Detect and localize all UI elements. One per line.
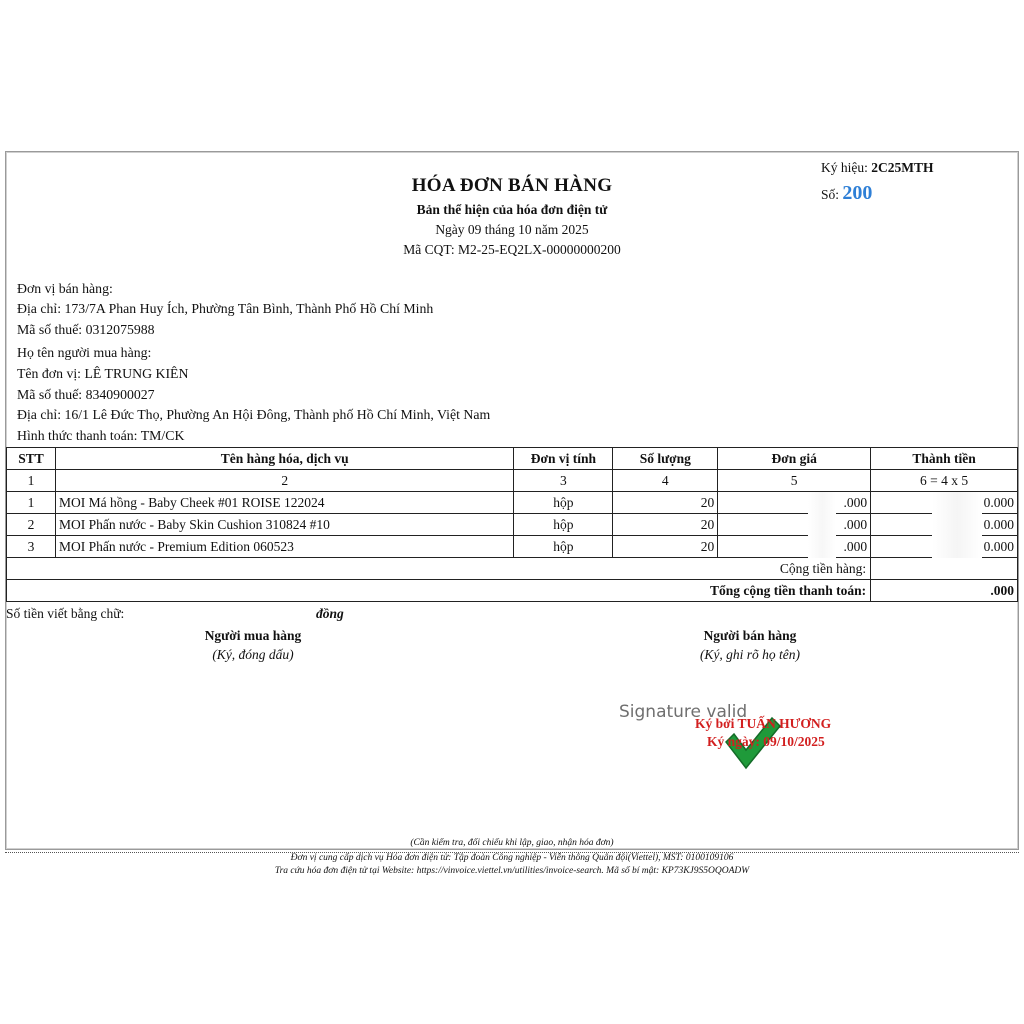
- cqt-code: Mã CQT: M2-25-EQ2LX-00000000200: [403, 242, 621, 257]
- row-unit: hộp: [514, 514, 613, 536]
- seller-signature-title: Người bán hàng: [703, 628, 797, 643]
- provider-info: Đơn vị cung cấp dịch vụ Hóa đơn điện tử: Tập đoàn Công nghiệp - Viễn thông Quân đội(Viettel), MST: 0100109106: [290, 853, 734, 863]
- amount-in-words: [6, 606, 344, 622]
- buyer-tax-code: Mã số thuế: 8340900027: [17, 387, 155, 402]
- seller-address: Địa chỉ: 173/7A Phan Huy Ích, Phường Tân Bình, Thành Phố Hồ Chí Minh: [17, 301, 434, 316]
- invoice-symbol: [821, 160, 934, 176]
- seller-label: Đơn vị bán hàng:: [17, 281, 113, 296]
- subtotal-label: Cộng tiền hàng:: [7, 558, 871, 580]
- table-row: [7, 536, 1018, 558]
- row-unit: hộp: [514, 492, 613, 514]
- subtotal-row: [7, 558, 1018, 580]
- signed-date: Ký ngày: 09/10/2025: [707, 734, 825, 749]
- invoice-title: HÓA ĐƠN BÁN HÀNG: [411, 175, 613, 196]
- total-row: [7, 580, 1018, 602]
- buyer-name-label: Họ tên người mua hàng:: [17, 345, 152, 360]
- row-name: MOI Phấn nước - Baby Skin Cushion 310824 #10: [55, 514, 513, 536]
- row-amount: 0.000: [871, 536, 1018, 558]
- table-index-row: [7, 470, 1018, 492]
- row-name: MOI Phấn nước - Premium Edition 060523: [55, 536, 513, 558]
- buyer-unit: Tên đơn vị: LÊ TRUNG KIÊN: [17, 366, 189, 381]
- signed-by: Ký bởi TUẤN HƯƠNG: [695, 716, 832, 731]
- header-stt: STT: [7, 448, 56, 470]
- row-amount: 0.000: [871, 492, 1018, 514]
- redaction-mask: [932, 492, 982, 558]
- table-header-row: [7, 448, 1018, 470]
- lookup-info: Tra cứu hóa đơn điện tử tại Website: https://vinvoice.viettel.vn/utilities/invoice-search. Mã số bí mật: KP73KJ9S5OQOADW: [274, 866, 750, 876]
- header-amount: Thành tiền: [871, 448, 1018, 470]
- amount-words-label: Số tiền viết bằng chữ:: [6, 606, 125, 621]
- invoice-number: [821, 182, 872, 205]
- row-price: .000: [718, 514, 871, 536]
- header-unit: Đơn vị tính: [514, 448, 613, 470]
- index-cell: 2: [55, 470, 513, 492]
- index-cell: 3: [514, 470, 613, 492]
- symbol-value: 2C25MTH: [871, 160, 934, 175]
- row-unit: hộp: [514, 536, 613, 558]
- row-qty: 20: [613, 514, 718, 536]
- subtotal-value: [871, 558, 1018, 580]
- items-table: [6, 447, 1018, 602]
- number-label: Số:: [821, 187, 840, 202]
- table-row: [7, 492, 1018, 514]
- header-price: Đơn giá: [718, 448, 871, 470]
- total-label: Tổng cộng tiền thanh toán:: [7, 580, 871, 602]
- row-qty: 20: [613, 492, 718, 514]
- verification-note: (Cần kiểm tra, đối chiếu khi lập, giao, nhận hóa đơn): [410, 838, 614, 848]
- row-price: .000: [718, 536, 871, 558]
- signature-valid-text: Signature valid: [619, 702, 748, 722]
- row-stt: 3: [7, 536, 56, 558]
- total-value: .000: [871, 580, 1018, 602]
- seller-signature-note: (Ký, ghi rõ họ tên): [699, 647, 801, 662]
- header-qty: Số lượng: [613, 448, 718, 470]
- row-stt: 2: [7, 514, 56, 536]
- invoice-subtitle: Bản thể hiện của hóa đơn điện tử: [416, 202, 608, 217]
- symbol-label: Ký hiệu:: [821, 160, 868, 175]
- number-value: 200: [842, 182, 873, 204]
- amount-words-suffix: đồng: [316, 606, 344, 621]
- index-cell: 4: [613, 470, 718, 492]
- row-name: MOI Má hồng - Baby Cheek #01 ROISE 122024: [55, 492, 513, 514]
- redaction-mask: [808, 492, 836, 558]
- table-row: [7, 514, 1018, 536]
- row-amount: 0.000: [871, 514, 1018, 536]
- row-qty: 20: [613, 536, 718, 558]
- row-stt: 1: [7, 492, 56, 514]
- invoice-date: Ngày 09 tháng 10 năm 2025: [435, 222, 589, 237]
- seller-tax-code: Mã số thuế: 0312075988: [17, 322, 155, 337]
- index-cell: 6 = 4 x 5: [871, 470, 1018, 492]
- header-name: Tên hàng hóa, dịch vụ: [55, 448, 513, 470]
- buyer-address: Địa chỉ: 16/1 Lê Đức Thọ, Phường An Hội Đông, Thành phố Hồ Chí Minh, Việt Nam: [17, 407, 491, 422]
- row-price: .000: [718, 492, 871, 514]
- index-cell: 5: [718, 470, 871, 492]
- index-cell: 1: [7, 470, 56, 492]
- payment-method: Hình thức thanh toán: TM/CK: [17, 428, 185, 443]
- buyer-signature-note: (Ký, đóng dấu): [212, 647, 294, 662]
- buyer-signature-title: Người mua hàng: [204, 628, 302, 643]
